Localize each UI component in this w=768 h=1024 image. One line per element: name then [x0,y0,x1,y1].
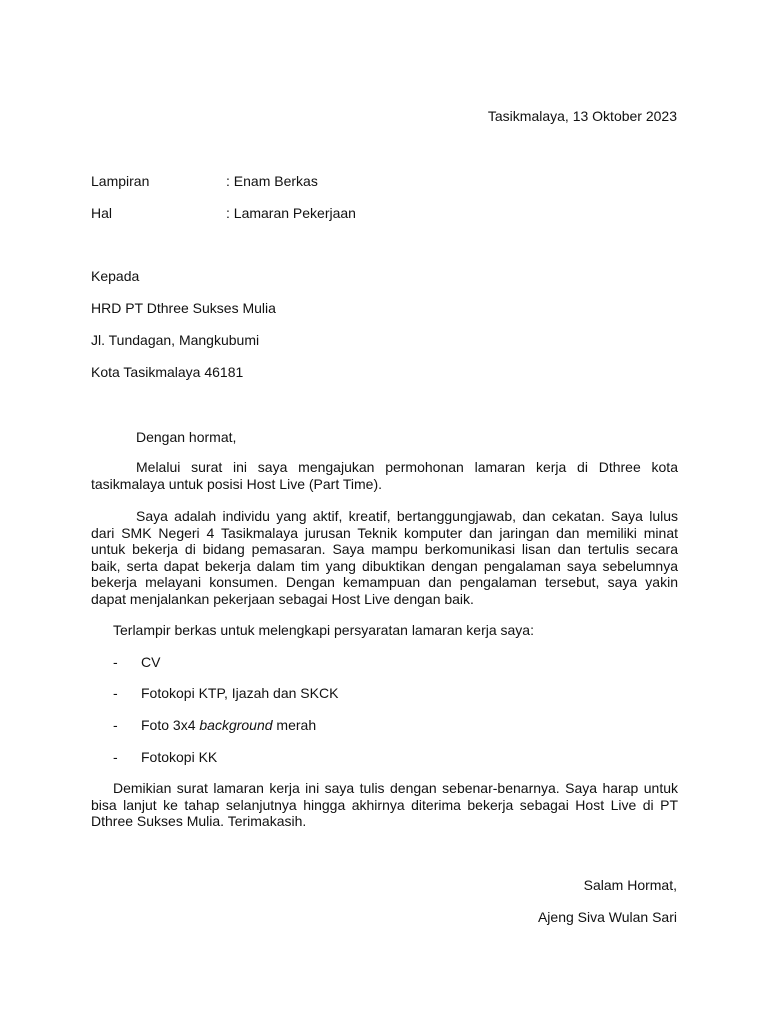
photo-text-before: Foto 3x4 [141,717,200,733]
attachment-item-cv: CV [141,654,161,670]
bullet-marker: - [113,717,118,733]
salutation: Dengan hormat, [136,429,237,445]
place-date: Tasikmalaya, 13 Oktober 2023 [487,108,677,124]
bullet-marker: - [113,749,118,765]
recipient-name: HRD PT Dthree Sukses Mulia [91,300,276,316]
paragraph-intro: Melalui surat ini saya mengajukan permohonan lamaran kerja di Dthree kota tasikmalaya untuk posisi Host Live (Part Time). [91,459,678,492]
subject-label: Hal [91,205,113,221]
attachment-item-photo [141,717,316,733]
closing: Salam Hormat, [583,877,677,893]
photo-text-after: merah [272,717,317,733]
attachment-label: Lampiran [91,173,150,189]
attachment-value: : Enam Berkas [226,173,318,189]
attachment-item-documents: Fotokopi KTP, Ijazah dan SKCK [141,685,339,701]
recipient-city: Kota Tasikmalaya 46181 [91,364,244,380]
attachments-intro: Terlampir berkas untuk melengkapi persyaratan lamaran kerja saya: [113,622,534,638]
recipient-street: Jl. Tundagan, Mangkubumi [91,332,260,348]
recipient-to: Kepada [91,268,140,284]
photo-text-italic: background [199,717,273,733]
paragraph-profile: Saya adalah individu yang aktif, kreatif, bertanggungjawab, dan cekatan. Saya lulus dari SMK Negeri 4 Tasikmalaya jurusan Teknik komputer dan jaringan dan memiliki minat untuk bekerja di bidang pemasaran. Saya mampu berkomunikasi lisan dan tertulis secara baik, serta dapat bekerja dalam tim yang dibuktikan dengan pengalaman saya sebelumnya bekerja melayani konsumen. Dengan kemampuan dan pengalaman tersebut, saya yakin dapat menjalankan pekerjaan sebagai Host Live dengan baik. [91,508,678,607]
signer-name: Ajeng Siva Wulan Sari [537,909,677,925]
bullet-marker: - [113,654,118,670]
attachment-item-kk: Fotokopi KK [141,749,218,765]
paragraph-closing: Demikian surat lamaran kerja ini saya tulis dengan sebenar-benarnya. Saya harap untuk bisa lanjut ke tahap selanjutnya hingga akhirnya diterima bekerja sebagai Host Live di PT Dthree Sukses Mulia. Terimakasih. [91,780,678,829]
subject-value: : Lamaran Pekerjaan [226,205,356,221]
bullet-marker: - [113,685,118,701]
